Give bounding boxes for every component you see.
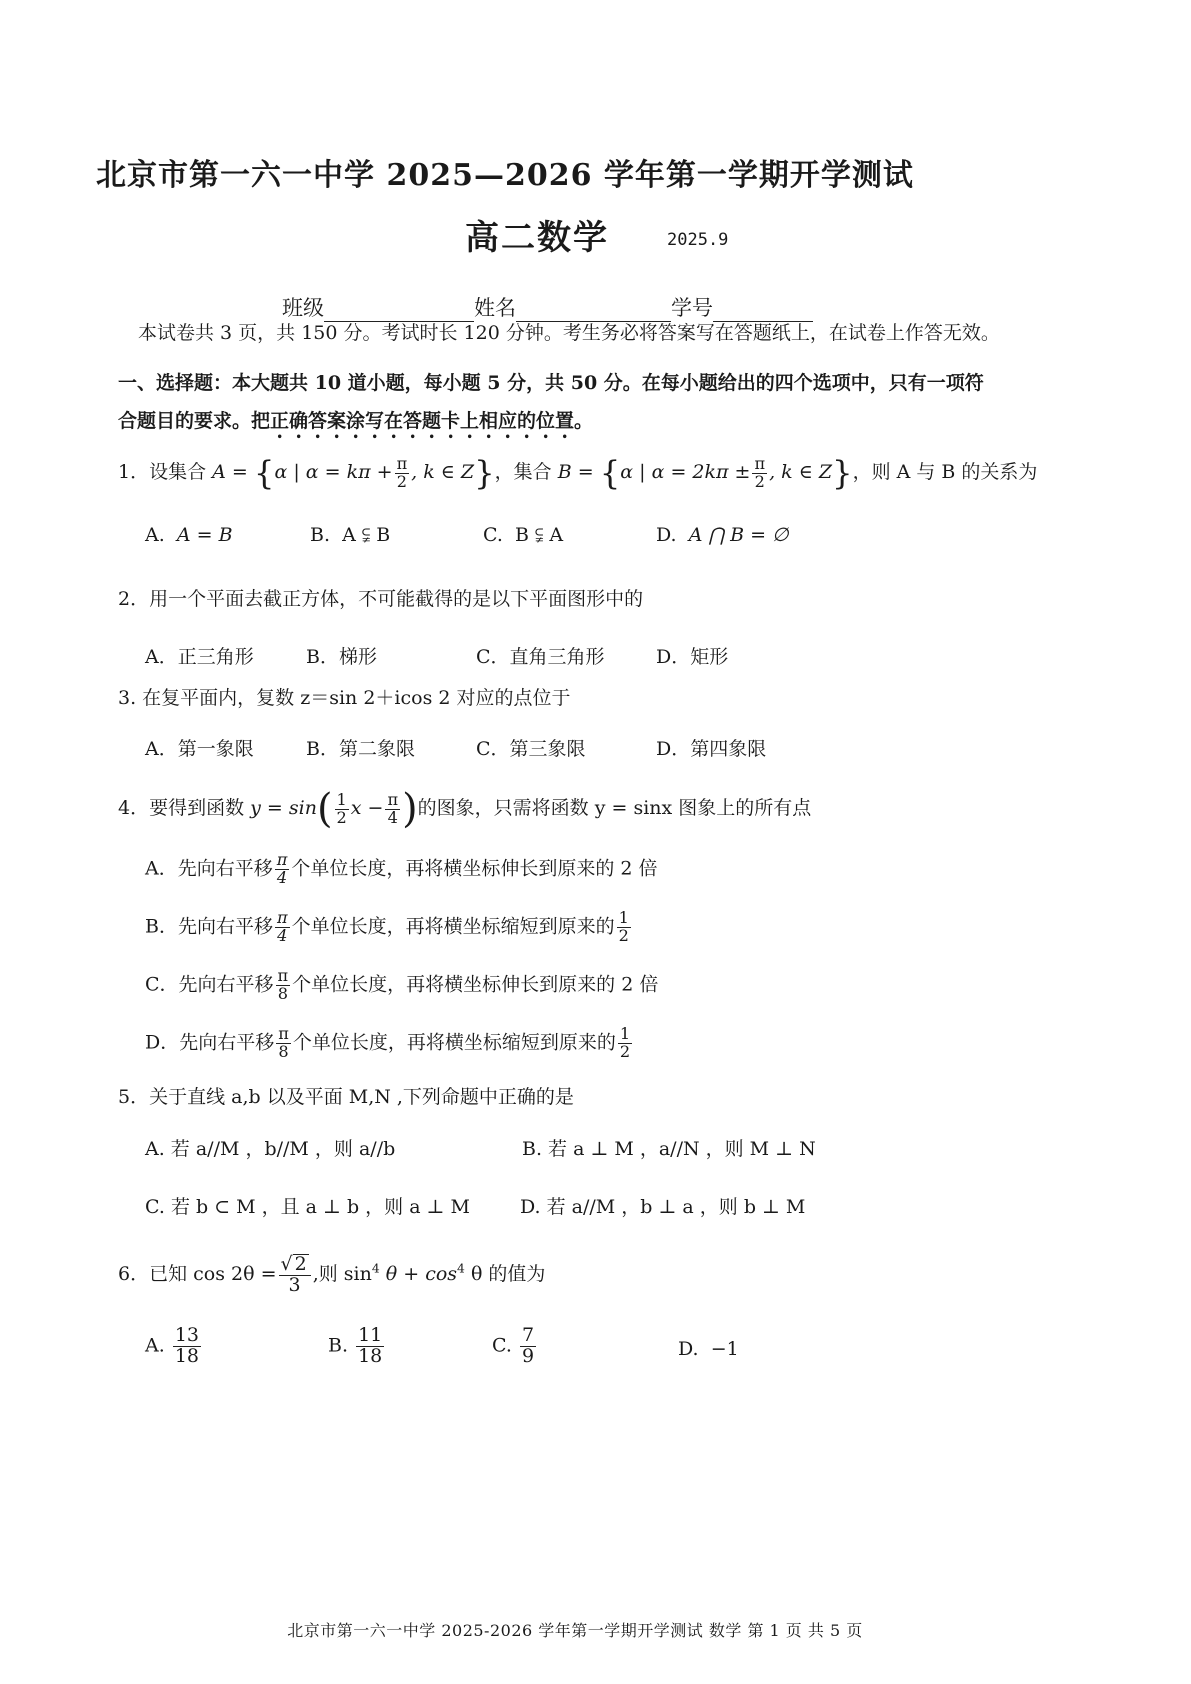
section1-line2-dotted: 正确答案涂写在答题卡上相应的位置 xyxy=(270,410,575,432)
q4-option-b-frac-num: π xyxy=(276,908,288,927)
q1-num: 1． xyxy=(118,461,150,483)
q1-option-d-label: D. xyxy=(656,524,677,546)
q4-option-a-frac xyxy=(275,852,290,887)
q4-paren-close: ) xyxy=(402,786,418,832)
q1-option-b[interactable] xyxy=(310,524,390,546)
q6-sup-2: 4 xyxy=(457,1261,465,1276)
q4-option-a-post: 个单位长度，再将横坐标伸长到原来的 2 倍 xyxy=(291,857,658,880)
exam-date: 2025.9 xyxy=(667,230,729,250)
q1-frac-a xyxy=(395,453,410,491)
q4-option-d[interactable] xyxy=(145,1026,634,1061)
q5-option-b[interactable]: B. 若 a ⊥ M ，a//N ，则 M ⊥ N xyxy=(522,1138,816,1160)
q4-stem-a: 4．要得到函数 xyxy=(118,797,245,819)
id-label: 学号 xyxy=(671,296,713,320)
question-3: 3. 在复平面内，复数 z＝sin 2＋icos 2 对应的点位于 xyxy=(118,687,571,709)
q6-option-c[interactable] xyxy=(492,1326,538,1367)
q1-option-c-label: C. xyxy=(483,524,503,546)
q6-option-a[interactable] xyxy=(145,1326,203,1367)
q6-option-c-den: 9 xyxy=(521,1344,535,1367)
q4-option-a-frac-den: 4 xyxy=(276,867,288,887)
question-1 xyxy=(118,454,1037,492)
q1-brace-close-b: } xyxy=(832,454,853,492)
q4-option-b-half-den: 2 xyxy=(618,925,629,945)
q4-fn: y = sin xyxy=(250,797,317,819)
q1-option-c-text: B ⫋ A xyxy=(515,524,564,546)
q2-option-d[interactable]: D．矩形 xyxy=(656,646,729,668)
q6-frac-num xyxy=(279,1254,311,1276)
question-2: 2．用一个平面去截正方体，不可能截得的是以下平面图形中的 xyxy=(118,588,644,610)
name-label: 姓名 xyxy=(474,296,516,320)
q1-frac-a-num: π xyxy=(396,453,408,473)
q1-brace-open-b: { xyxy=(599,454,621,492)
q6-tail-b: θ + cos xyxy=(385,1262,458,1285)
q1-mid: ，集合 xyxy=(494,461,552,483)
section1-heading-line2 xyxy=(118,406,593,443)
q4-option-d-frac xyxy=(276,1026,291,1061)
q6-option-d-value: −1 xyxy=(710,1338,739,1360)
q1-brace-open: { xyxy=(253,454,275,492)
q4-option-b[interactable] xyxy=(145,910,633,945)
q1-frac-b-den: 2 xyxy=(754,471,765,491)
section1-heading: 一、选择题：本大题共 10 道小题，每小题 5 分，共 50 分。在每小题给出的四个选项中，只有一项符 xyxy=(118,372,984,394)
q4-stem-b: 的图象，只需将函数 y = sinx 图象上的所有点 xyxy=(417,797,812,819)
class-label: 班级 xyxy=(282,296,324,320)
q1-setB-body1: α | α = 2kπ ± xyxy=(620,461,751,483)
q6-option-d[interactable] xyxy=(678,1338,739,1360)
q4-option-b-half-num: 1 xyxy=(618,908,629,927)
q6-option-b-frac xyxy=(356,1326,384,1367)
q6-stem: 6．已知 cos 2θ = xyxy=(118,1262,277,1285)
q4-option-a-frac-num: π xyxy=(276,850,288,869)
q6-option-c-frac xyxy=(520,1326,536,1367)
q4-frac-pi4 xyxy=(385,789,400,827)
section1-line2-end: 。 xyxy=(574,410,594,432)
q4-frac-half xyxy=(335,789,349,827)
q4-x-minus: x − xyxy=(350,797,384,819)
q1-setB-body2: , k ∈ Z xyxy=(769,461,833,483)
q1-setA-prefix: A = xyxy=(212,461,254,483)
q6-tail-c: θ 的值为 xyxy=(470,1262,546,1285)
q4-option-d-frac-num: π xyxy=(278,1024,289,1043)
q6-option-b-den: 18 xyxy=(358,1344,383,1367)
q3-option-b[interactable]: B．第二象限 xyxy=(306,738,415,760)
q4-option-b-frac xyxy=(275,910,290,945)
q1-option-a-text: A = B xyxy=(176,524,233,546)
q4-option-b-half xyxy=(617,910,631,945)
q1-frac-b xyxy=(752,453,767,491)
q6-radical-sign: √ xyxy=(280,1253,293,1275)
q1-frac-b-num: π xyxy=(754,453,766,473)
q2-option-c[interactable]: C．直角三角形 xyxy=(476,646,605,668)
q6-frac xyxy=(279,1254,311,1296)
exam-title: 北京市第一六一中学 2025—2026 学年第一学期开学测试 xyxy=(96,158,914,193)
q4-option-c[interactable] xyxy=(145,968,658,1003)
question-4 xyxy=(118,786,811,832)
q1-setA-body1: α | α = kπ + xyxy=(274,461,393,483)
q6-sqrt-2: 2 xyxy=(294,1253,307,1275)
q6-option-b[interactable] xyxy=(328,1326,386,1367)
q4-option-b-frac-den: 4 xyxy=(277,925,288,945)
q1-setA-body2: , k ∈ Z xyxy=(411,461,475,483)
q6-sup-1: 4 xyxy=(371,1261,380,1276)
q1-brace-close: } xyxy=(474,454,495,492)
q1-option-b-label: B. xyxy=(310,524,331,546)
q5-option-d[interactable]: D. 若 a//M ，b ⊥ a ，则 b ⊥ M xyxy=(520,1196,806,1218)
q4-option-a[interactable] xyxy=(145,852,658,887)
q4-option-d-half xyxy=(618,1026,632,1061)
q4-option-c-post: 个单位长度，再将横坐标伸长到原来的 2 倍 xyxy=(292,973,659,996)
q6-option-b-label: B. xyxy=(328,1334,349,1357)
q3-option-a[interactable]: A．第一象限 xyxy=(145,738,254,760)
q6-option-d-label: D. xyxy=(678,1338,699,1360)
q4-option-c-frac-num: π xyxy=(277,966,289,985)
q2-option-b[interactable]: B．梯形 xyxy=(306,646,377,668)
q6-option-a-label: A. xyxy=(145,1334,165,1357)
q4-option-c-frac xyxy=(276,968,291,1003)
q4-paren-open: ( xyxy=(316,786,333,832)
question-6 xyxy=(118,1254,545,1296)
q4-option-c-pre: C．先向右平移 xyxy=(145,973,274,996)
q4-half-num: 1 xyxy=(336,789,347,809)
q1-option-d-text: A ⋂ B = ∅ xyxy=(688,524,789,546)
q4-option-c-frac-den: 8 xyxy=(277,983,288,1003)
q6-frac-den: 3 xyxy=(288,1273,301,1296)
q1-option-b-text: A ⫋ B xyxy=(342,524,391,546)
q4-option-d-post: 个单位长度，再将横坐标缩短到原来的 xyxy=(292,1031,616,1054)
q4-option-d-half-num: 1 xyxy=(619,1024,631,1043)
q6-tail-a: ,则 sin xyxy=(312,1262,372,1285)
q4-pi4-num: π xyxy=(387,789,399,809)
q1-setB-prefix: B = xyxy=(557,461,600,483)
q4-pi4-den: 4 xyxy=(387,807,398,827)
q6-option-b-num: 11 xyxy=(358,1324,383,1346)
q5-option-a[interactable]: A. 若 a//M ，b//M ，则 a//b xyxy=(145,1138,396,1160)
q1-option-c[interactable] xyxy=(483,524,563,546)
q3-option-c[interactable]: C．第三象限 xyxy=(476,738,586,760)
q5-option-c[interactable]: C. 若 b ⊂ M ，且 a ⊥ b ，则 a ⊥ M xyxy=(145,1196,470,1218)
q6-option-c-label: C. xyxy=(492,1334,512,1357)
question-5: 5．关于直线 a,b 以及平面 M,N ,下列命题中正确的是 xyxy=(118,1086,574,1108)
q4-option-b-pre: B．先向右平移 xyxy=(145,915,273,938)
q1-tail: ，则 A 与 B 的关系为 xyxy=(852,461,1038,483)
subject-title: 高二数学 xyxy=(465,218,609,258)
q1-option-a-label: A. xyxy=(145,524,165,546)
q6-option-a-den: 18 xyxy=(174,1344,199,1367)
q1-lead: 设集合 xyxy=(149,461,207,483)
q6-option-c-num: 7 xyxy=(521,1324,535,1346)
q6-option-a-frac xyxy=(173,1326,201,1367)
exam-notice: 本试卷共 3 页，共 150 分。考试时长 120 分钟。考生务必将答案写在答题纸上，在试卷上作答无效。 xyxy=(138,322,1000,344)
q1-option-d[interactable] xyxy=(656,524,789,546)
page-footer: 北京市第一六一中学 2025-2026 学年第一学期开学测试 数学 第 1 页 共 5 页 xyxy=(287,1621,863,1640)
q4-option-d-frac-den: 8 xyxy=(278,1041,289,1061)
q1-frac-a-den: 2 xyxy=(396,471,407,491)
q2-option-a[interactable]: A．正三角形 xyxy=(145,646,254,668)
q3-option-d[interactable]: D．第四象限 xyxy=(656,738,767,760)
q4-option-d-half-den: 2 xyxy=(619,1041,631,1061)
q1-option-a[interactable] xyxy=(145,524,233,546)
q6-option-a-num: 13 xyxy=(174,1324,199,1346)
q4-half-den: 2 xyxy=(336,807,347,827)
q4-option-b-post: 个单位长度，再将横坐标缩短到原来的 xyxy=(291,915,615,938)
section1-line2-plain: 合题目的要求。把 xyxy=(118,410,271,432)
q4-option-a-pre: A．先向右平移 xyxy=(145,857,273,880)
q4-option-d-pre: D．先向右平移 xyxy=(145,1031,275,1054)
